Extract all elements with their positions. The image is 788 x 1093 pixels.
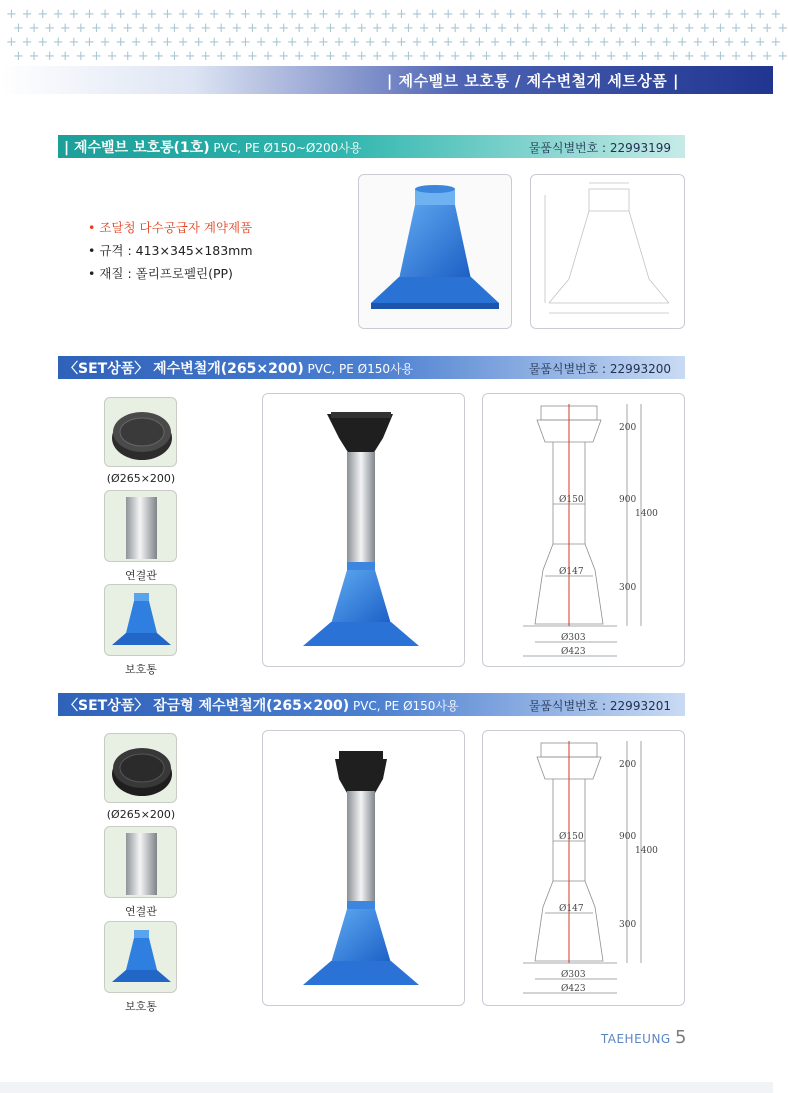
plus-decoration: + xyxy=(692,35,704,50)
plus-decoration: + xyxy=(162,35,173,50)
plus-decoration: + xyxy=(708,7,719,22)
plus-decoration: + xyxy=(59,49,71,64)
bottom-band xyxy=(0,1082,773,1093)
plus-decoration: + xyxy=(474,7,485,22)
plus-decoration: + xyxy=(84,35,95,50)
plus-decoration: + xyxy=(215,49,227,64)
spec-contract: • 조달청 다수공급자 계약제품 xyxy=(88,220,253,235)
plus-decoration: + xyxy=(676,35,688,50)
dim-h2: 900 xyxy=(619,832,637,842)
plus-decoration: + xyxy=(761,49,773,64)
header-pattern xyxy=(0,0,788,68)
plus-decoration: + xyxy=(130,35,142,50)
plus-decoration: + xyxy=(177,7,189,22)
plus-decoration: + xyxy=(122,21,134,36)
plus-decoration: + xyxy=(28,21,40,36)
section-1-title: | 제수밸브 보호통(1호) PVC, PE Ø150~Ø200사용 xyxy=(64,140,362,156)
plus-decoration: + xyxy=(427,35,439,50)
plus-decoration: + xyxy=(333,35,345,50)
plus-decoration: + xyxy=(418,49,430,64)
plus-decoration: + xyxy=(543,21,555,36)
plus-decoration: + xyxy=(356,49,368,64)
plus-decoration: + xyxy=(739,7,751,22)
plus-decoration: + xyxy=(630,35,641,50)
plus-decoration: + xyxy=(661,7,673,22)
dim-h2: 900 xyxy=(619,495,637,505)
plus-decoration: + xyxy=(536,35,548,50)
plus-decoration: + xyxy=(723,35,735,50)
plus-decoration: + xyxy=(387,21,399,36)
plus-decoration: + xyxy=(496,49,508,64)
plus-decoration: + xyxy=(683,21,695,36)
plus-decoration: + xyxy=(527,49,539,64)
plus-decoration: + xyxy=(396,35,407,50)
plus-decoration: + xyxy=(567,7,579,22)
plus-decoration: + xyxy=(614,35,626,50)
spec-material: • 재질 : 폴리프로펠린(PP) xyxy=(88,266,233,281)
plus-decoration: + xyxy=(356,21,368,36)
plus-decoration: + xyxy=(645,7,657,22)
plus-decoration: + xyxy=(262,49,274,64)
plus-decoration: + xyxy=(543,49,555,64)
plus-decoration: + xyxy=(699,21,711,36)
plus-decoration: + xyxy=(193,35,205,50)
plus-decoration: + xyxy=(489,7,501,22)
protect-box-drawing xyxy=(530,174,685,329)
plus-decoration: + xyxy=(520,7,532,22)
dim-base2: Ø423 xyxy=(561,984,586,994)
plus-decoration: + xyxy=(153,49,165,64)
plus-decoration: + xyxy=(177,35,189,50)
plus-decoration: + xyxy=(169,21,180,36)
plus-decoration: + xyxy=(380,7,392,22)
plus-decoration: + xyxy=(380,35,392,50)
dim-d-mid: Ø147 xyxy=(559,904,584,914)
plus-decoration: + xyxy=(770,7,782,22)
plus-decoration: + xyxy=(184,21,196,36)
plus-decoration: + xyxy=(512,49,524,64)
plus-decoration: + xyxy=(730,49,742,64)
plus-decoration: + xyxy=(106,49,118,64)
plus-decoration: + xyxy=(169,49,180,64)
plus-decoration: + xyxy=(184,49,196,64)
plus-decoration: + xyxy=(278,21,290,36)
plus-decoration: + xyxy=(449,49,461,64)
plus-decoration: + xyxy=(208,35,220,50)
section-2-box-thumb xyxy=(104,584,177,656)
plus-decoration: + xyxy=(318,35,329,50)
plus-decoration: + xyxy=(68,35,80,50)
dim-h3: 300 xyxy=(619,920,637,930)
section-2-cover-thumb xyxy=(104,397,177,467)
plus-decoration: + xyxy=(512,21,524,36)
plus-decoration: + xyxy=(349,7,361,22)
plus-decoration: + xyxy=(699,49,711,64)
plus-decoration: + xyxy=(37,7,49,22)
plus-decoration: + xyxy=(590,49,602,64)
dim-d-top: Ø150 xyxy=(559,832,584,842)
plus-decoration: + xyxy=(754,35,766,50)
plus-decoration: + xyxy=(403,49,414,64)
plus-decoration: + xyxy=(536,7,548,22)
plus-decoration: + xyxy=(489,35,501,50)
plus-decoration: + xyxy=(715,21,726,36)
plus-decoration: + xyxy=(75,49,87,64)
plus-decoration: + xyxy=(13,49,24,64)
plus-decoration: + xyxy=(349,35,361,50)
plus-decoration: + xyxy=(458,7,470,22)
plus-decoration: + xyxy=(574,21,586,36)
plus-decoration: + xyxy=(449,21,461,36)
plus-decoration: + xyxy=(231,49,243,64)
plus-decoration: + xyxy=(434,21,446,36)
plus-decoration: + xyxy=(21,35,33,50)
plus-decoration: + xyxy=(746,21,758,36)
plus-decoration: + xyxy=(302,7,314,22)
plus-decoration: + xyxy=(146,7,158,22)
plus-decoration: + xyxy=(146,35,158,50)
plus-decoration: + xyxy=(68,7,80,22)
plus-decoration: + xyxy=(137,21,149,36)
plus-decoration: + xyxy=(496,21,508,36)
plus-decoration: + xyxy=(761,21,773,36)
plus-decoration: + xyxy=(621,21,633,36)
section-3-assembly-photo xyxy=(262,730,465,1006)
plus-decoration: + xyxy=(208,7,220,22)
section-3-dimension-drawing xyxy=(482,730,685,1006)
section-2-pipe-caption: 연결관 xyxy=(125,569,157,582)
plus-decoration: + xyxy=(325,21,336,36)
plus-decoration: + xyxy=(130,7,142,22)
plus-decoration: + xyxy=(683,49,695,64)
plus-decoration: + xyxy=(505,35,517,50)
plus-decoration: + xyxy=(403,21,414,36)
plus-decoration: + xyxy=(637,21,648,36)
plus-decoration: + xyxy=(559,49,570,64)
plus-decoration: + xyxy=(552,7,563,22)
section-1-header xyxy=(58,135,685,158)
plus-decoration: + xyxy=(115,7,127,22)
section-3-cover-caption: (Ø265×200) xyxy=(106,808,176,821)
plus-decoration: + xyxy=(340,21,352,36)
plus-decoration: + xyxy=(590,21,602,36)
plus-decoration: + xyxy=(6,7,17,22)
plus-decoration: + xyxy=(715,49,726,64)
section-2-box-caption: 보호통 xyxy=(125,663,157,676)
plus-decoration: + xyxy=(91,21,102,36)
plus-decoration: + xyxy=(52,7,64,22)
plus-decoration: + xyxy=(442,7,454,22)
plus-decoration: + xyxy=(286,35,298,50)
plus-decoration: + xyxy=(302,35,314,50)
section-2-header xyxy=(58,356,685,379)
plus-decoration: + xyxy=(614,7,626,22)
dim-h-total: 1400 xyxy=(635,509,658,519)
plus-decoration: + xyxy=(255,7,267,22)
plus-decoration: + xyxy=(200,21,212,36)
section-2-dimension-drawing xyxy=(482,393,685,667)
plus-decoration: + xyxy=(605,21,617,36)
section-3-product-id: 물품식별번호 : 22993201 xyxy=(528,699,671,713)
plus-decoration: + xyxy=(162,7,173,22)
plus-decoration: + xyxy=(231,21,243,36)
plus-decoration: + xyxy=(137,49,149,64)
plus-decoration: + xyxy=(44,21,56,36)
plus-decoration: + xyxy=(21,7,33,22)
plus-decoration: + xyxy=(28,49,40,64)
dim-h1: 200 xyxy=(619,423,637,433)
plus-decoration: + xyxy=(442,35,454,50)
banner-title: | 제수밸브 보호통 / 제수변철개 세트상품 | xyxy=(386,72,679,90)
plus-decoration: + xyxy=(99,35,111,50)
plus-decoration: + xyxy=(668,21,680,36)
dim-d-top: Ø150 xyxy=(559,495,584,505)
plus-decoration: + xyxy=(286,7,298,22)
plus-decoration: + xyxy=(527,21,539,36)
plus-decoration: + xyxy=(777,21,788,36)
plus-decoration: + xyxy=(75,21,87,36)
section-3-box-thumb xyxy=(104,921,177,993)
plus-decoration: + xyxy=(215,21,227,36)
section-3-pipe-caption: 연결관 xyxy=(125,905,157,918)
section-2-title: 〈SET상품〉 제수변철개(265×200) PVC, PE Ø150사용 xyxy=(64,361,414,377)
plus-decoration: + xyxy=(271,7,283,22)
plus-decoration: + xyxy=(52,35,64,50)
plus-decoration: + xyxy=(84,7,95,22)
plus-decoration: + xyxy=(739,35,751,50)
plus-decoration: + xyxy=(91,49,102,64)
plus-decoration: + xyxy=(364,35,376,50)
plus-decoration: + xyxy=(434,49,446,64)
plus-decoration: + xyxy=(240,35,251,50)
plus-decoration: + xyxy=(652,49,664,64)
plus-decoration: + xyxy=(318,7,329,22)
plus-decoration: + xyxy=(364,7,376,22)
plus-decoration: + xyxy=(465,49,477,64)
plus-decoration: + xyxy=(333,7,345,22)
plus-decoration: + xyxy=(505,7,517,22)
plus-decoration: + xyxy=(411,35,423,50)
plus-decoration: + xyxy=(668,49,680,64)
section-2-cover-caption: (Ø265×200) xyxy=(106,472,176,485)
plus-decoration: + xyxy=(481,21,492,36)
plus-decoration: + xyxy=(777,49,788,64)
plus-decoration: + xyxy=(465,21,477,36)
page-number: 5 xyxy=(675,1027,687,1048)
plus-decoration: + xyxy=(754,7,766,22)
dim-h3: 300 xyxy=(619,583,637,593)
protect-box-photo xyxy=(358,174,512,329)
plus-decoration: + xyxy=(552,35,563,50)
plus-decoration: + xyxy=(255,35,267,50)
plus-decoration: + xyxy=(193,7,205,22)
page-footer xyxy=(601,1027,687,1048)
section-3-cover-thumb xyxy=(104,733,177,803)
plus-decoration: + xyxy=(598,7,610,22)
dim-base1: Ø303 xyxy=(561,970,586,980)
dim-h-total: 1400 xyxy=(635,846,658,856)
plus-decoration: + xyxy=(645,35,657,50)
plus-decoration: + xyxy=(293,21,305,36)
section-3-title: 〈SET상품〉 잠금형 제수변철개(265×200) PVC, PE Ø150사용 xyxy=(64,698,459,714)
plus-decoration: + xyxy=(387,49,399,64)
plus-decoration: + xyxy=(99,7,111,22)
plus-decoration: + xyxy=(559,21,570,36)
plus-decoration: + xyxy=(13,21,24,36)
plus-decoration: + xyxy=(567,35,579,50)
plus-decoration: + xyxy=(371,49,383,64)
section-2-product-id: 물품식별번호 : 22993200 xyxy=(528,362,671,376)
plus-decoration: + xyxy=(427,7,439,22)
plus-decoration: + xyxy=(652,21,664,36)
plus-decoration: + xyxy=(153,21,165,36)
plus-decoration: + xyxy=(278,49,290,64)
plus-decoration: + xyxy=(458,35,470,50)
plus-decoration: + xyxy=(59,21,71,36)
plus-decoration: + xyxy=(44,49,56,64)
plus-decoration: + xyxy=(746,49,758,64)
plus-decoration: + xyxy=(583,7,595,22)
plus-decoration: + xyxy=(692,7,704,22)
plus-decoration: + xyxy=(240,7,251,22)
plus-decoration: + xyxy=(262,21,274,36)
plus-decoration: + xyxy=(481,49,492,64)
plus-decoration: + xyxy=(723,7,735,22)
plus-decoration: + xyxy=(630,7,641,22)
plus-decoration: + xyxy=(200,49,212,64)
plus-decoration: + xyxy=(396,7,407,22)
plus-decoration: + xyxy=(574,49,586,64)
plus-decoration: + xyxy=(520,35,532,50)
section-3-box-caption: 보호통 xyxy=(125,1000,157,1013)
plus-decoration: + xyxy=(224,7,236,22)
section-1-specs xyxy=(88,216,253,285)
plus-decoration: + xyxy=(676,7,688,22)
plus-decoration: + xyxy=(325,49,336,64)
section-3-pipe-thumb xyxy=(104,826,177,898)
plus-decoration: + xyxy=(411,7,423,22)
section-2-pipe-thumb xyxy=(104,490,177,562)
plus-decoration: + xyxy=(122,49,134,64)
plus-decoration: + xyxy=(770,35,782,50)
plus-decoration: + xyxy=(371,21,383,36)
plus-decoration: + xyxy=(224,35,236,50)
plus-decoration: + xyxy=(115,35,127,50)
plus-decoration: + xyxy=(708,35,719,50)
top-banner xyxy=(0,66,773,94)
plus-decoration: + xyxy=(418,21,430,36)
plus-decoration: + xyxy=(621,49,633,64)
plus-decoration: + xyxy=(247,49,258,64)
section-3-header xyxy=(58,693,685,716)
plus-decoration: + xyxy=(106,21,118,36)
dim-base1: Ø303 xyxy=(561,633,586,643)
spec-size: • 규격 : 413×345×183mm xyxy=(88,243,253,258)
plus-decoration: + xyxy=(340,49,352,64)
plus-decoration: + xyxy=(6,35,17,50)
footer-brand: TAEHEUNG xyxy=(600,1032,671,1046)
dim-h1: 200 xyxy=(619,760,637,770)
plus-decoration: + xyxy=(309,21,321,36)
section-2-assembly-photo xyxy=(262,393,465,667)
plus-decoration: + xyxy=(309,49,321,64)
plus-decoration: + xyxy=(598,35,610,50)
plus-decoration: + xyxy=(637,49,648,64)
plus-decoration: + xyxy=(37,35,49,50)
section-1-product-id: 물품식별번호 : 22993199 xyxy=(528,141,671,155)
plus-decoration: + xyxy=(583,35,595,50)
dim-base2: Ø423 xyxy=(561,647,586,657)
plus-decoration: + xyxy=(661,35,673,50)
plus-decoration: + xyxy=(474,35,485,50)
plus-decoration: + xyxy=(605,49,617,64)
plus-decoration: + xyxy=(293,49,305,64)
plus-decoration: + xyxy=(247,21,258,36)
dim-d-mid: Ø147 xyxy=(559,567,584,577)
plus-decoration: + xyxy=(271,35,283,50)
plus-decoration: + xyxy=(730,21,742,36)
